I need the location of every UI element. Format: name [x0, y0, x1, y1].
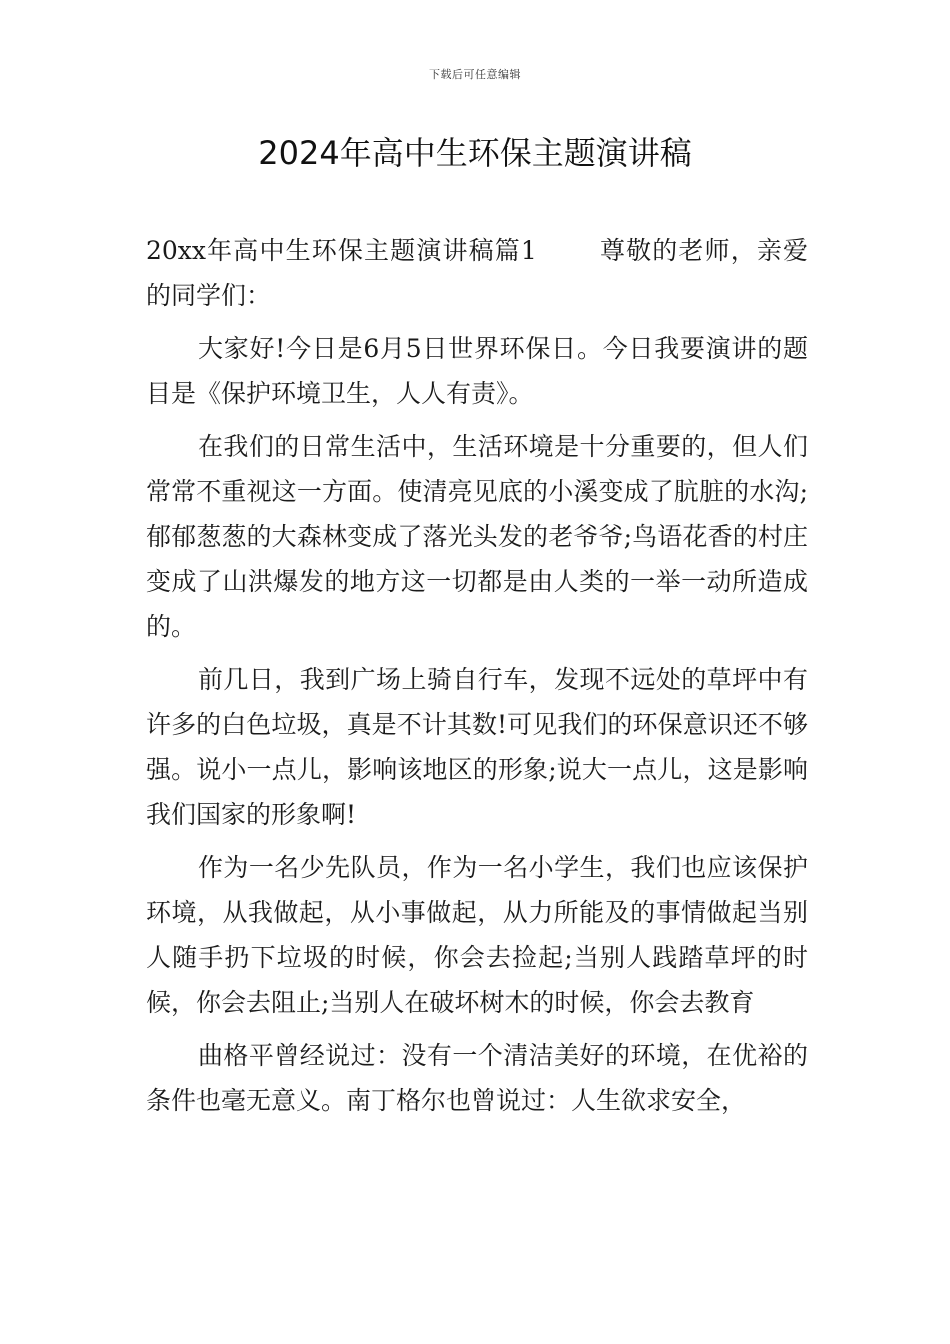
paragraph: 曲格平曾经说过：没有一个清洁美好的环境，在优裕的条件也毫无意义。南丁格尔也曾说过：人生欲求安全，: [146, 1041, 808, 1115]
document-body: [146, 228, 808, 1131]
paragraph: 在我们的日常生活中，生活环境是十分重要的，但人们常常不重视这一方面。使清亮见底的小溪变成了肮脏的水沟;郁郁葱葱的大森林变成了落光头发的老爷爷;鸟语花香的村庄变成了山洪爆发的地方这一切都是由人类的一举一动所造成的。: [146, 432, 808, 641]
salutation: 尊敬的老师，亲爱的同学们：: [146, 236, 808, 310]
intro-paragraph: [146, 228, 808, 318]
header-note: 下载后可任意编辑: [429, 68, 521, 81]
paragraph: 前几日，我到广场上骑自行车，发现不远处的草坪中有许多的白色垃圾，真是不计其数!可见我们的环保意识还不够强。说小一点儿，影响该地区的形象;说大一点儿，这是影响我们国家的形象啊!: [146, 665, 808, 829]
paragraph: 大家好!今日是6月5日世界环保日。今日我要演讲的题目是《保护环境卫生，人人有责》。: [146, 334, 808, 408]
section-heading: 20xx年高中生环保主题演讲稿篇1: [146, 236, 537, 265]
document-title: 2024年高中生环保主题演讲稿: [258, 134, 692, 172]
paragraph: 作为一名少先队员，作为一名小学生，我们也应该保护环境，从我做起，从小事做起，从力所能及的事情做起当别人随手扔下垃圾的时候，你会去捡起;当别人践踏草坪的时候，你会去阻止;当别人在破坏树木的时候，你会去教育: [146, 853, 808, 1017]
